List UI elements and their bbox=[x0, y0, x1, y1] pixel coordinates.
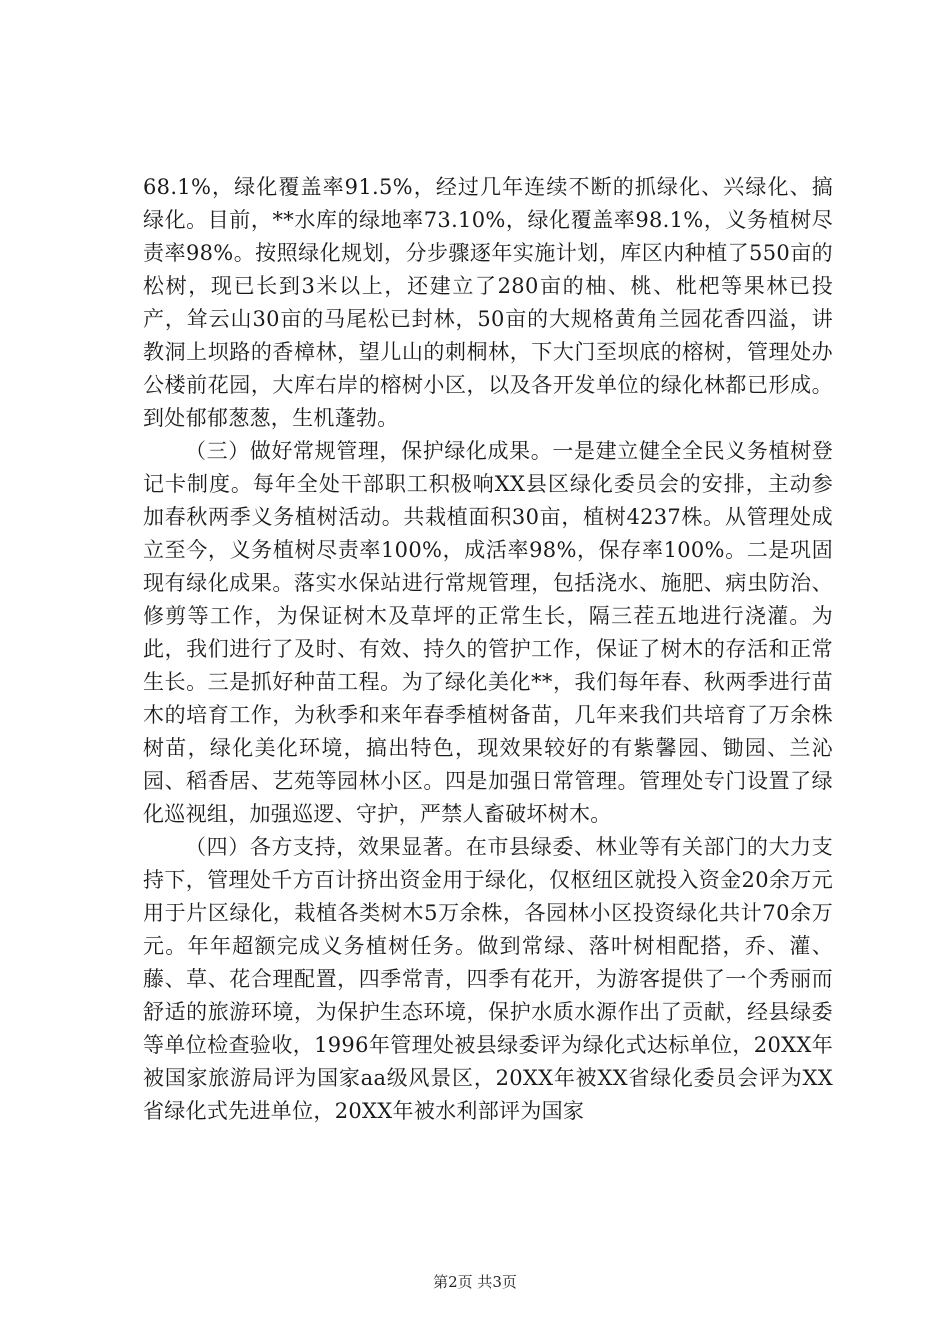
page-footer: 第2页 共3页 bbox=[433, 1273, 517, 1291]
paragraph-support-results: （四）各方支持，效果显著。在市县绿委、林业等有关部门的大力支持下，管理处千方百计挤出资金用于绿化，仅枢纽区就投入资金20余万元用于片区绿化，栽植各类树木5万余株，各园林小区投资绿化共计70余万元。年年超额完成义务植树任务。做到常绿、落叶树相配搭，乔、灌、藤、草、花合理配置，四季常青，四季有花开，为游客提供了一个秀丽而舒适的旅游环境，为保护生态环境，保护水质水源作出了贡献，经县绿委等单位检查验收，1996年管理处被县绿委评为绿化式达标单位，20XX年被国家旅游局评为国家aa级风景区，20XX年被XX省绿化委员会评为XX省绿化式先进单位，20XX年被水利部评为国家 bbox=[143, 835, 834, 1123]
paragraph-greening-statistics: 68.1%，绿化覆盖率91.5%，经过几年连续不断的抓绿化、兴绿化、搞绿化。目前，**水库的绿地率73.10%，绿化覆盖率98.1%，义务植树尽责率98%。按照绿化规划，分步骤逐年实施计划，库区内种植了550亩的松树，现已长到3米以上，还建立了280亩的柚、桃、枇杷等果林已投产，耸云山30亩的马尾松已封林，50亩的大规格黄角兰园花香四溢，讲教洞上坝路的香樟林，望儿山的刺桐林，下大门至坝底的榕树，管理处办公楼前花园，大库右岸的榕树小区，以及各开发单位的绿化林都已形成。到处郁郁葱葱，生机蓬勃。 bbox=[143, 175, 833, 430]
document-body bbox=[143, 171, 833, 1128]
paragraph-routine-management: （三）做好常规管理，保护绿化成果。一是建立健全全民义务植树登记卡制度。每年全处干部职工积极响XX县区绿化委员会的安排，主动参加春秋两季义务植树活动。共栽植面积30亩，植树4237株。从管理处成立至今，义务植树尽责率100%，成活率98%，保存率100%。二是巩固现有绿化成果。落实水保站进行常规管理，包括浇水、施肥、病虫防治、修剪等工作，为保证树木及草坪的正常生长，隔三茬五地进行浇灌。为此，我们进行了及时、有效、持久的管护工作，保证了树木的存活和正常生长。三是抓好种苗工程。为了绿化美化**，我们每年春、秋两季进行苗木的培育工作，为秋季和来年春季植树备苗，几年来我们共培育了万余株树苗，绿化美化环境，搞出特色，现效果较好的有紫馨园、锄园、兰沁园、稻香居、艺苑等园林小区。四是加强日常管理。管理处专门设置了绿化巡视组，加强巡逻、守护，严禁人畜破坏树木。 bbox=[143, 439, 833, 826]
